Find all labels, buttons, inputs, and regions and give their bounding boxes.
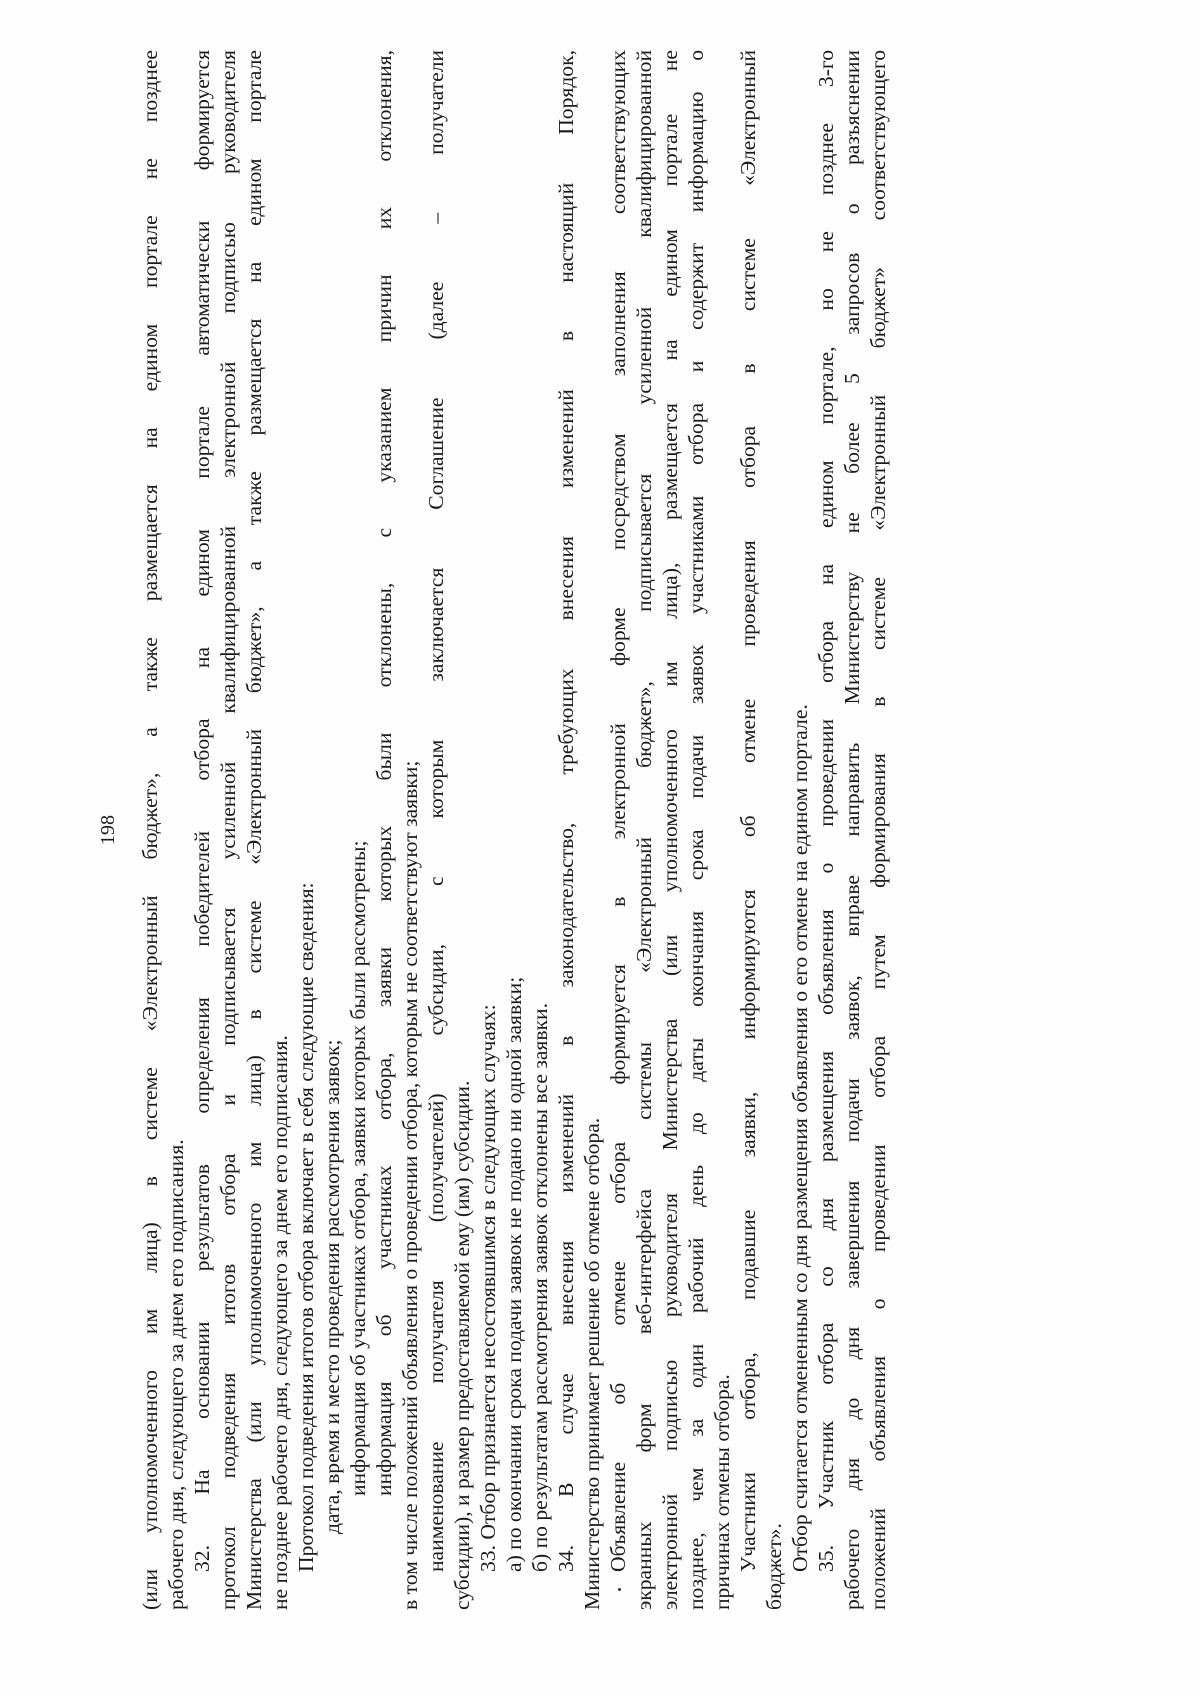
text-line: а) по окончании срока подачи заявок не подано ни одной заявки; [502,976,526,1572]
text-line: причинах отмены отбора. [710,1374,734,1610]
text-line: Отбор считается отмененным со дня размещения объявления о его отмене на едином портале. [788,704,812,1572]
text-line: (или уполномоченного им лица) в системе «Электронный бюджет», а также размещается на едином портале не позднее [138,50,162,1610]
rotated-page-content [95,50,1130,1610]
text-line: наименование получателя (получателей) субсидии, с которым заключается Соглашение (далее – получатели [424,50,448,1572]
text-line: не позднее рабочего дня, следующего за днем его подписания. [268,1035,292,1610]
document-body [137,50,891,1610]
text-line: рабочего дня до дня завершения подачи заявок, вправе направить Министерству не более 5 запросов о разъяснении [840,50,864,1610]
text-line: рабочего дня, следующего за днем его подписания. [164,1139,188,1610]
text-line: протокол подведения итогов отбора и подписывается усиленной квалифицированной электронной подписью руководителя [216,50,240,1610]
text-line: 33. Отбор признается несостоявшимся в следующих случаях: [476,1004,500,1572]
text-line: Министерства (или уполномоченного им лица) в системе «Электронный бюджет», а также размещается на едином портале [242,50,266,1610]
text-line: б) по результатам рассмотрения заявок отклонены все заявки. [528,1002,552,1572]
text-line: Министерство принимает решение об отмене отбора. [580,1117,604,1610]
text-line: субсидии), и размер предоставляемой ему (им) субсидии. [450,1080,474,1610]
text-line: информация об участниках отбора, заявки которых были рассмотрены; [346,840,370,1496]
text-line: Объявление об отмене отбора формируется в электронной форме посредством заполнения соответствующих [606,50,630,1572]
text-line: 32. На основании результатов определения победителей отбора на едином портале автоматически формируется [190,50,214,1572]
text-line: 35. Участник отбора со дня размещения объявления о проведении отбора на едином портале, но не позднее 3-го [814,50,838,1572]
text-line: электронной подписью руководителя Министерства (или уполномоченного им лица), размещается на едином портале не [658,50,682,1610]
scan-speck [618,1588,621,1591]
text-line: информация об участниках отбора, заявки которых были отклонены, с указанием причин их отклонения, [372,50,396,1496]
text-line: бюджет». [762,1523,786,1610]
text-line: в том числе положений объявления о проведении отбора, которым не соответствуют заявки; [398,760,422,1610]
text-line: позднее, чем за один рабочий день до даты окончания срока подачи заявок участниками отбора и содержит информацию о [684,50,708,1610]
text-line: 34. В случае внесения изменений в законодательство, требующих внесения изменений в настоящий Порядок, [554,50,578,1572]
text-line: Протокол подведения итогов отбора включает в себя следующие сведения: [294,882,318,1572]
text-line: Участники отбора, подавшие заявки, информируются об отмене проведения отбора в системе «Электронный [736,50,760,1572]
text-line: дата, время и место проведения рассмотрения заявок; [320,1039,344,1534]
text-line: положений объявления о проведении отбора путем формирования в системе «Электронный бюджет» соответствующего [866,50,890,1610]
text-line: экранных форм веб-интерфейса системы «Электронный бюджет», подписывается усиленной квалифицированной [632,50,656,1610]
page-number: 198 [97,815,119,845]
